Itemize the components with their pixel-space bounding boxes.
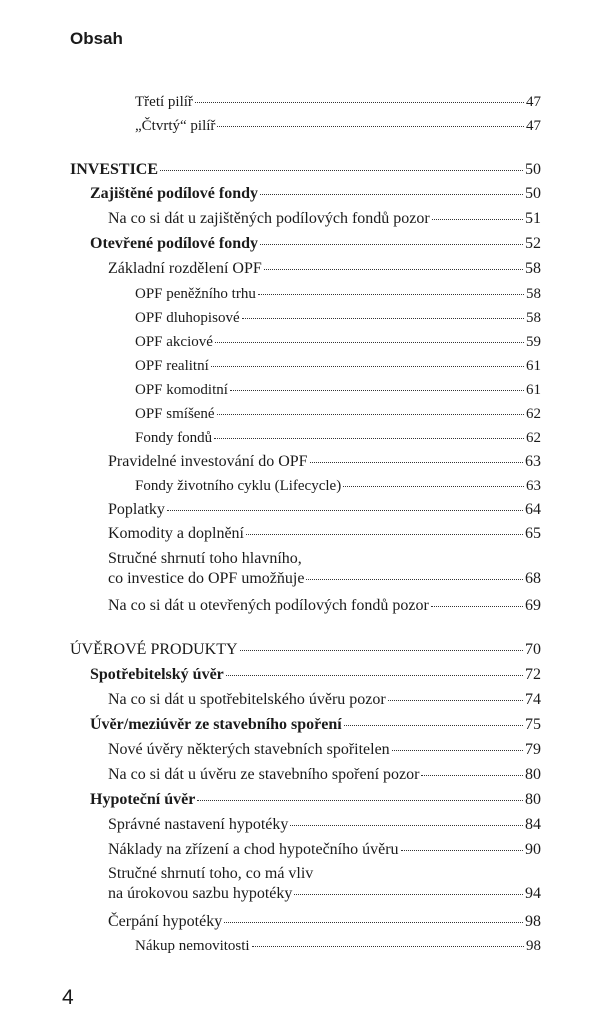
toc-entry-page: 64 bbox=[525, 501, 541, 518]
toc-entry bbox=[108, 912, 541, 932]
toc-entry-page: 47 bbox=[526, 118, 541, 134]
toc-entry-title: Na co si dát u otevřených podílových fondů pozor bbox=[108, 597, 429, 614]
dot-leader bbox=[294, 893, 523, 895]
toc-entry-page: 80 bbox=[525, 791, 541, 808]
toc-entry-title: OPF peněžního trhu bbox=[135, 286, 256, 302]
toc-entry-title-continued: na úrokovou sazbu hypotéky bbox=[108, 885, 293, 902]
toc-entry-page: 69 bbox=[525, 597, 541, 614]
dot-leader bbox=[242, 317, 524, 319]
dot-leader bbox=[211, 365, 524, 367]
toc-entry-page: 62 bbox=[526, 430, 541, 446]
toc-entry-title: Stručné shrnutí toho hlavního, bbox=[108, 550, 302, 567]
toc-entry-page: 61 bbox=[526, 382, 541, 398]
toc-entry bbox=[108, 500, 541, 520]
toc-entry-title: Základní rozdělení OPF bbox=[108, 260, 262, 277]
toc-entry-title: OPF komoditní bbox=[135, 382, 228, 398]
toc-entry-section bbox=[70, 160, 541, 180]
toc-entry-title: INVESTICE bbox=[70, 161, 159, 178]
toc-entry-title: Nové úvěry některých stavebních spořitelen bbox=[108, 741, 390, 758]
dot-leader bbox=[240, 649, 523, 651]
toc-entry-chapter bbox=[90, 184, 541, 204]
dot-leader bbox=[258, 293, 524, 295]
toc-entry bbox=[135, 284, 541, 304]
toc-entry bbox=[108, 765, 541, 785]
toc-entry bbox=[108, 524, 541, 544]
toc-entry-title: Spotřebitelský úvěr bbox=[90, 666, 224, 683]
toc-entry-title: Zajištěné podílové fondy bbox=[90, 185, 259, 202]
toc-entry-page: 58 bbox=[526, 286, 541, 302]
toc-entry bbox=[108, 740, 541, 760]
toc-entry-title: Třetí pilíř bbox=[135, 94, 193, 110]
dot-leader bbox=[388, 699, 523, 701]
dot-leader bbox=[167, 509, 523, 511]
toc-entry-title: Fondy fondů bbox=[135, 430, 213, 446]
toc-entry-chapter bbox=[90, 715, 541, 735]
toc-entry bbox=[108, 690, 541, 710]
toc-entry bbox=[135, 116, 541, 136]
toc-entry-multiline bbox=[108, 549, 541, 589]
toc-entry-page: 74 bbox=[525, 691, 541, 708]
dot-leader bbox=[290, 824, 523, 826]
toc-entry bbox=[108, 452, 541, 472]
dot-leader bbox=[421, 774, 523, 776]
toc-entry-title: Hypoteční úvěr bbox=[90, 791, 196, 808]
toc-entry bbox=[135, 92, 541, 112]
toc-entry-title: Stručné shrnutí toho, co má vliv bbox=[108, 865, 314, 882]
toc-entry-page: 52 bbox=[525, 235, 541, 252]
toc-entry-title: OPF dluhopisové bbox=[135, 310, 240, 326]
dot-leader bbox=[252, 945, 524, 947]
toc-entry-page: 62 bbox=[526, 406, 541, 422]
toc-entry-page: 50 bbox=[525, 161, 541, 178]
toc-entry-page: 58 bbox=[525, 260, 541, 277]
toc-entry-page: 59 bbox=[526, 334, 541, 350]
dot-leader bbox=[246, 533, 523, 535]
toc-entry-title: Správné nastavení hypotéky bbox=[108, 816, 289, 833]
toc-entry-page: 50 bbox=[525, 185, 541, 202]
toc-entry-page: 63 bbox=[525, 453, 541, 470]
dot-leader bbox=[432, 218, 523, 220]
toc-entry bbox=[108, 840, 541, 860]
toc-entry-title: OPF realitní bbox=[135, 358, 209, 374]
toc-entry-title: „Čtvrtý“ pilíř bbox=[135, 118, 216, 134]
toc-entry-page: 68 bbox=[525, 570, 541, 587]
toc-entry-title: Otevřené podílové fondy bbox=[90, 235, 258, 252]
toc-entry-chapter bbox=[90, 665, 541, 685]
toc-entry-chapter bbox=[90, 790, 541, 810]
toc-entry bbox=[135, 404, 541, 424]
toc-entry-page: 84 bbox=[525, 816, 541, 833]
dot-leader bbox=[310, 461, 523, 463]
toc-entry-title: OPF smíšené bbox=[135, 406, 215, 422]
toc-entry-title: Na co si dát u zajištěných podílových fondů pozor bbox=[108, 210, 430, 227]
dot-leader bbox=[224, 921, 523, 923]
dot-leader bbox=[306, 578, 523, 580]
toc-entry-title: Nákup nemovitosti bbox=[135, 938, 250, 954]
toc-entry-page: 65 bbox=[525, 525, 541, 542]
toc-entry-page: 61 bbox=[526, 358, 541, 374]
toc-entry bbox=[108, 815, 541, 835]
toc-entry-page: 98 bbox=[525, 913, 541, 930]
toc-entry-title-continued: co investice do OPF umožňuje bbox=[108, 570, 305, 587]
toc-entry bbox=[108, 259, 541, 279]
toc-entry-page: 63 bbox=[526, 478, 541, 494]
toc-entry-page: 94 bbox=[525, 885, 541, 902]
toc-entry-chapter bbox=[90, 234, 541, 254]
dot-leader bbox=[343, 485, 524, 487]
toc-entry-page: 75 bbox=[525, 716, 541, 733]
dot-leader bbox=[260, 243, 523, 245]
toc-entry-page: 70 bbox=[525, 641, 541, 658]
toc-entry-title: Na co si dát u úvěru ze stavebního spoření pozor bbox=[108, 766, 420, 783]
toc-entry-title: Pravidelné investování do OPF bbox=[108, 453, 308, 470]
toc-entry bbox=[135, 308, 541, 328]
toc-entry-page: 80 bbox=[525, 766, 541, 783]
toc-entry-title: OPF akciové bbox=[135, 334, 213, 350]
toc-entry-page: 90 bbox=[525, 841, 541, 858]
toc-entry-title: Komodity a doplnění bbox=[108, 525, 244, 542]
toc-entry-page: 58 bbox=[526, 310, 541, 326]
dot-leader bbox=[344, 724, 523, 726]
toc-entry-page: 51 bbox=[525, 210, 541, 227]
toc-entry-title: Na co si dát u spotřebitelského úvěru pozor bbox=[108, 691, 386, 708]
dot-leader bbox=[217, 125, 524, 127]
toc-entry-section bbox=[70, 640, 541, 660]
toc-entry-page: 79 bbox=[525, 741, 541, 758]
dot-leader bbox=[214, 437, 524, 439]
toc-entry bbox=[108, 596, 541, 616]
dot-leader bbox=[264, 268, 523, 270]
dot-leader bbox=[215, 341, 524, 343]
toc-entry-page: 72 bbox=[525, 666, 541, 683]
toc-entry bbox=[135, 380, 541, 400]
dot-leader bbox=[195, 101, 524, 103]
dot-leader bbox=[230, 389, 524, 391]
dot-leader bbox=[260, 193, 523, 195]
dot-leader bbox=[392, 749, 523, 751]
toc-entry bbox=[135, 936, 541, 956]
toc-entry-title: Čerpání hypotéky bbox=[108, 913, 223, 930]
toc-entry-title: Úvěr/meziúvěr ze stavebního spoření bbox=[90, 716, 342, 733]
toc-entry-page: 47 bbox=[526, 94, 541, 110]
toc-entry-page: 98 bbox=[526, 938, 541, 954]
toc-entry bbox=[108, 209, 541, 229]
toc-entry-title: Náklady na zřízení a chod hypotečního úvěru bbox=[108, 841, 399, 858]
dot-leader bbox=[226, 674, 523, 676]
dot-leader bbox=[431, 605, 523, 607]
toc-entry bbox=[135, 428, 541, 448]
dot-leader bbox=[401, 849, 523, 851]
page-number: 4 bbox=[62, 986, 74, 1009]
toc-entry bbox=[135, 476, 541, 496]
toc-entry-title: Fondy životního cyklu (Lifecycle) bbox=[135, 478, 342, 494]
dot-leader bbox=[160, 169, 523, 171]
toc-entry-title: ÚVĚROVÉ PRODUKTY bbox=[70, 641, 238, 658]
dot-leader bbox=[217, 413, 524, 415]
toc-entry bbox=[135, 356, 541, 376]
toc-entry bbox=[135, 332, 541, 352]
page-header: Obsah bbox=[70, 29, 123, 48]
toc-entry-title: Poplatky bbox=[108, 501, 165, 518]
dot-leader bbox=[197, 799, 523, 801]
toc-entry-multiline bbox=[108, 864, 541, 904]
